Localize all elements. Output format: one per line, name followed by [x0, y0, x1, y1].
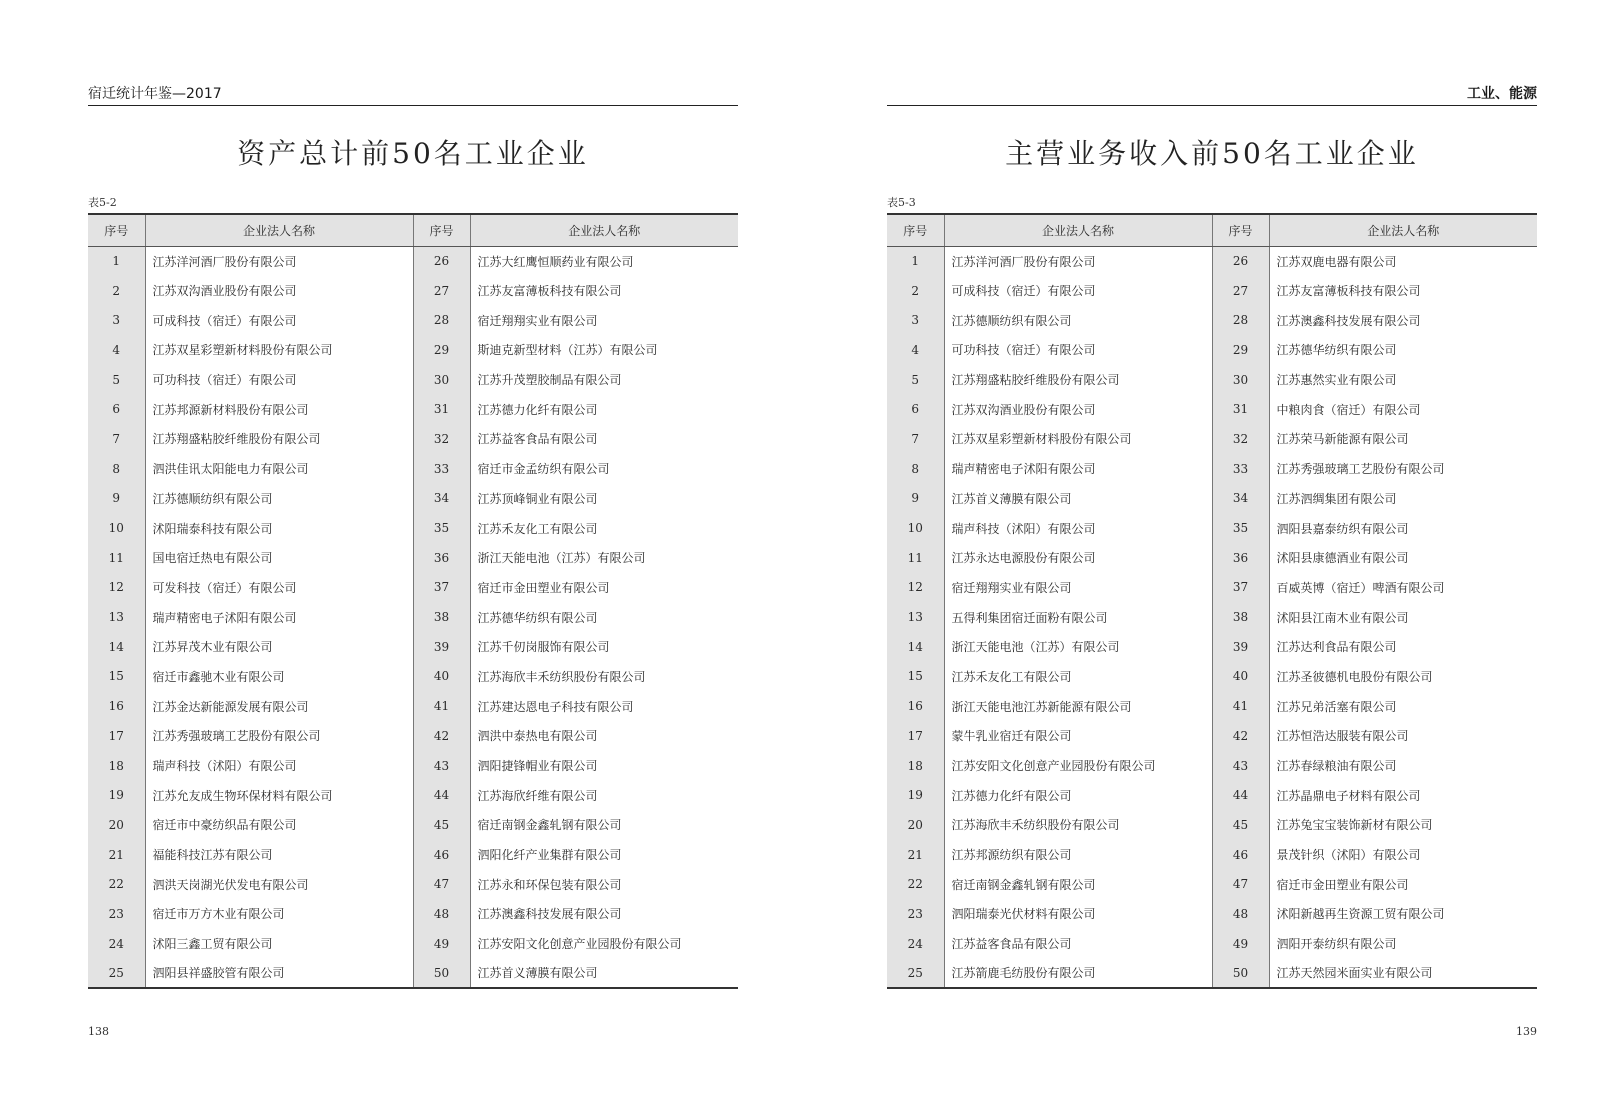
table-row	[88, 424, 738, 454]
rank-cell: 8	[887, 454, 944, 484]
company-name-cell: 宿迁南钢金鑫轧钢有限公司	[944, 869, 1212, 899]
company-name-cell: 江苏永达电源股份有限公司	[944, 543, 1212, 573]
rank-cell: 39	[1212, 632, 1269, 662]
rank-cell: 29	[1212, 335, 1269, 365]
rank-cell: 31	[413, 394, 470, 424]
rank-cell: 16	[88, 691, 145, 721]
rank-cell: 20	[887, 810, 944, 840]
rank-cell: 14	[887, 632, 944, 662]
rank-cell: 13	[88, 602, 145, 632]
company-name-cell: 江苏洋河酒厂股份有限公司	[145, 246, 413, 276]
rank-cell: 41	[1212, 691, 1269, 721]
company-name-cell: 沭阳县康德酒业有限公司	[1269, 543, 1537, 573]
rank-cell: 24	[88, 929, 145, 959]
table-row	[887, 335, 1537, 365]
company-name-cell: 江苏允友成生物环保材料有限公司	[145, 780, 413, 810]
rank-cell: 34	[1212, 484, 1269, 514]
rank-cell: 34	[413, 484, 470, 514]
table-row	[887, 780, 1537, 810]
company-name-cell: 江苏德华纺织有限公司	[470, 602, 738, 632]
rank-cell: 38	[1212, 602, 1269, 632]
company-name-cell: 江苏邦源新材料股份有限公司	[145, 394, 413, 424]
table-row	[887, 840, 1537, 870]
table-label: 表5-2	[88, 196, 117, 209]
company-name-cell: 福能科技江苏有限公司	[145, 840, 413, 870]
rank-cell: 3	[887, 305, 944, 335]
table-row	[88, 454, 738, 484]
table-row	[88, 780, 738, 810]
rank-cell: 6	[887, 394, 944, 424]
company-name-cell: 泗阳县嘉泰纺织有限公司	[1269, 513, 1537, 543]
table-row	[88, 751, 738, 781]
table-row	[88, 276, 738, 306]
rank-cell: 11	[88, 543, 145, 573]
rank-cell: 7	[887, 424, 944, 454]
company-name-cell: 江苏千仞岗服饰有限公司	[470, 632, 738, 662]
rank-cell: 3	[88, 305, 145, 335]
rank-cell: 44	[1212, 780, 1269, 810]
table-row	[887, 424, 1537, 454]
rank-cell: 40	[1212, 662, 1269, 692]
header-rule	[88, 105, 738, 106]
rank-cell: 17	[88, 721, 145, 751]
table-row	[88, 662, 738, 692]
rank-cell: 45	[1212, 810, 1269, 840]
company-name-cell: 江苏天然园米面实业有限公司	[1269, 959, 1537, 989]
company-name-cell: 江苏德华纺织有限公司	[1269, 335, 1537, 365]
rank-cell: 10	[887, 513, 944, 543]
table-row	[887, 632, 1537, 662]
rank-cell: 4	[887, 335, 944, 365]
page-number: 138	[88, 1025, 109, 1038]
company-name-cell: 泗洪佳讯太阳能电力有限公司	[145, 454, 413, 484]
table-row	[88, 810, 738, 840]
company-name-cell: 江苏双沟酒业股份有限公司	[145, 276, 413, 306]
rank-cell: 42	[1212, 721, 1269, 751]
company-name-cell: 蒙牛乳业宿迁有限公司	[944, 721, 1212, 751]
rank-cell: 21	[887, 840, 944, 870]
rank-cell: 37	[1212, 573, 1269, 603]
table-row	[88, 959, 738, 989]
company-name-cell: 江苏达利食品有限公司	[1269, 632, 1537, 662]
table-row	[887, 573, 1537, 603]
company-name-cell: 可功科技（宿迁）有限公司	[145, 365, 413, 395]
rank-cell: 21	[88, 840, 145, 870]
company-name-cell: 宿迁市金田塑业有限公司	[470, 573, 738, 603]
table-row	[887, 810, 1537, 840]
company-name-cell: 可成科技（宿迁）有限公司	[145, 305, 413, 335]
rank-cell: 22	[88, 869, 145, 899]
rank-cell: 1	[887, 246, 944, 276]
rank-cell: 39	[413, 632, 470, 662]
rank-cell: 43	[413, 751, 470, 781]
company-name-cell: 景茂针织（沭阳）有限公司	[1269, 840, 1537, 870]
rank-cell: 37	[413, 573, 470, 603]
company-name-cell: 江苏友富薄板科技有限公司	[470, 276, 738, 306]
company-name-cell: 国电宿迁热电有限公司	[145, 543, 413, 573]
company-name-cell: 宿迁翔翔实业有限公司	[470, 305, 738, 335]
table-row	[887, 691, 1537, 721]
company-name-cell: 江苏升茂塑胶制品有限公司	[470, 365, 738, 395]
company-name-cell: 沭阳瑞泰科技有限公司	[145, 513, 413, 543]
company-name-cell: 斯迪克新型材料（江苏）有限公司	[470, 335, 738, 365]
company-name-cell: 江苏澳鑫科技发展有限公司	[470, 899, 738, 929]
rank-cell: 2	[887, 276, 944, 306]
rank-cell: 32	[1212, 424, 1269, 454]
rank-cell: 15	[887, 662, 944, 692]
company-name-cell: 江苏海欣丰禾纺织股份有限公司	[944, 810, 1212, 840]
rank-cell: 41	[413, 691, 470, 721]
rank-cell: 30	[413, 365, 470, 395]
rank-cell: 35	[413, 513, 470, 543]
company-name-cell: 江苏春绿粮油有限公司	[1269, 751, 1537, 781]
rank-cell: 32	[413, 424, 470, 454]
company-name-cell: 江苏海欣纤维有限公司	[470, 780, 738, 810]
rank-cell: 38	[413, 602, 470, 632]
col-header-name: 企业法人名称	[944, 214, 1212, 246]
rank-cell: 35	[1212, 513, 1269, 543]
rank-cell: 19	[887, 780, 944, 810]
company-name-cell: 江苏双星彩塑新材料股份有限公司	[944, 424, 1212, 454]
rank-cell: 13	[887, 602, 944, 632]
company-name-cell: 江苏双沟酒业股份有限公司	[944, 394, 1212, 424]
rank-cell: 27	[1212, 276, 1269, 306]
rank-cell: 25	[88, 959, 145, 989]
table-row	[887, 602, 1537, 632]
table-header-row	[88, 214, 738, 246]
table-row	[887, 394, 1537, 424]
table-row	[88, 365, 738, 395]
company-name-cell: 泗阳县祥盛胶管有限公司	[145, 959, 413, 989]
rank-cell: 5	[887, 365, 944, 395]
rank-cell: 26	[413, 246, 470, 276]
col-header-name: 企业法人名称	[1269, 214, 1537, 246]
company-name-cell: 宿迁市鑫驰木业有限公司	[145, 662, 413, 692]
rank-cell: 47	[413, 869, 470, 899]
company-name-cell: 江苏建达恩电子科技有限公司	[470, 691, 738, 721]
rank-cell: 36	[1212, 543, 1269, 573]
rank-cell: 8	[88, 454, 145, 484]
rank-cell: 40	[413, 662, 470, 692]
table-body	[887, 246, 1537, 988]
page-title: 资产总计前50名工业企业	[237, 137, 589, 170]
table-row	[88, 335, 738, 365]
company-name-cell: 泗阳捷锋帽业有限公司	[470, 751, 738, 781]
company-name-cell: 中粮肉食（宿迁）有限公司	[1269, 394, 1537, 424]
rank-cell: 12	[887, 573, 944, 603]
table-body	[88, 246, 738, 988]
table-row	[887, 246, 1537, 276]
company-name-cell: 百威英博（宿迁）啤酒有限公司	[1269, 573, 1537, 603]
company-name-cell: 江苏双星彩塑新材料股份有限公司	[145, 335, 413, 365]
col-header-no: 序号	[1212, 214, 1269, 246]
company-name-cell: 江苏海欣丰禾纺织股份有限公司	[470, 662, 738, 692]
company-name-cell: 江苏晶鼎电子材料有限公司	[1269, 780, 1537, 810]
rank-cell: 19	[88, 780, 145, 810]
company-name-cell: 江苏翔盛粘胶纤维股份有限公司	[944, 365, 1212, 395]
company-name-cell: 沭阳三鑫工贸有限公司	[145, 929, 413, 959]
table-row	[88, 929, 738, 959]
table-row	[88, 899, 738, 929]
company-name-cell: 沭阳县江南木业有限公司	[1269, 602, 1537, 632]
table-row	[887, 899, 1537, 929]
company-name-cell: 江苏兄弟活塞有限公司	[1269, 691, 1537, 721]
rank-cell: 43	[1212, 751, 1269, 781]
rank-cell: 18	[887, 751, 944, 781]
rank-cell: 29	[413, 335, 470, 365]
company-name-cell: 浙江天能电池（江苏）有限公司	[944, 632, 1212, 662]
running-head: 宿迁统计年鉴—2017	[88, 86, 222, 102]
company-name-cell: 江苏安阳文化创意产业园股份有限公司	[470, 929, 738, 959]
rank-cell: 12	[88, 573, 145, 603]
right-page	[887, 0, 1537, 1099]
company-name-cell: 江苏惠然实业有限公司	[1269, 365, 1537, 395]
rank-cell: 30	[1212, 365, 1269, 395]
table-row	[88, 305, 738, 335]
company-name-cell: 江苏秀强玻璃工艺股份有限公司	[145, 721, 413, 751]
rank-cell: 33	[413, 454, 470, 484]
table-row	[887, 513, 1537, 543]
table-row	[887, 869, 1537, 899]
company-name-cell: 泗阳化纤产业集群有限公司	[470, 840, 738, 870]
table-row	[88, 513, 738, 543]
company-name-cell: 江苏洋河酒厂股份有限公司	[944, 246, 1212, 276]
rank-cell: 11	[887, 543, 944, 573]
table-label: 表5-3	[887, 196, 916, 209]
rank-cell: 45	[413, 810, 470, 840]
table-row	[887, 276, 1537, 306]
rank-cell: 50	[413, 959, 470, 989]
left-page	[88, 0, 738, 1099]
table-row	[887, 305, 1537, 335]
table-row	[88, 632, 738, 662]
company-name-cell: 江苏昇茂木业有限公司	[145, 632, 413, 662]
rank-cell: 10	[88, 513, 145, 543]
rank-cell: 48	[413, 899, 470, 929]
company-name-cell: 江苏禾友化工有限公司	[944, 662, 1212, 692]
header-rule	[887, 105, 1537, 106]
company-name-cell: 宿迁翔翔实业有限公司	[944, 573, 1212, 603]
company-name-cell: 泗阳开泰纺织有限公司	[1269, 929, 1537, 959]
company-name-cell: 江苏安阳文化创意产业园股份有限公司	[944, 751, 1212, 781]
rank-cell: 16	[887, 691, 944, 721]
rank-cell: 36	[413, 543, 470, 573]
company-name-cell: 江苏德力化纤有限公司	[470, 394, 738, 424]
rank-cell: 9	[887, 484, 944, 514]
ranking-table	[887, 213, 1537, 989]
company-name-cell: 宿迁市金田塑业有限公司	[1269, 869, 1537, 899]
table-row	[887, 365, 1537, 395]
company-name-cell: 江苏澳鑫科技发展有限公司	[1269, 305, 1537, 335]
running-head: 工业、能源	[1467, 86, 1537, 102]
company-name-cell: 可成科技（宿迁）有限公司	[944, 276, 1212, 306]
table-row	[88, 721, 738, 751]
company-name-cell: 江苏箭鹿毛纺股份有限公司	[944, 959, 1212, 989]
rank-cell: 7	[88, 424, 145, 454]
company-name-cell: 宿迁市中豪纺织品有限公司	[145, 810, 413, 840]
company-name-cell: 瑞声精密电子沭阳有限公司	[145, 602, 413, 632]
company-name-cell: 宿迁市金孟纺织有限公司	[470, 454, 738, 484]
table-header-row	[887, 214, 1537, 246]
table-row	[88, 484, 738, 514]
rank-cell: 47	[1212, 869, 1269, 899]
rank-cell: 18	[88, 751, 145, 781]
rank-cell: 31	[1212, 394, 1269, 424]
rank-cell: 22	[887, 869, 944, 899]
rank-cell: 50	[1212, 959, 1269, 989]
table-row	[88, 543, 738, 573]
table-row	[88, 394, 738, 424]
company-name-cell: 江苏恒浩达服装有限公司	[1269, 721, 1537, 751]
company-name-cell: 江苏顶峰铜业有限公司	[470, 484, 738, 514]
company-name-cell: 江苏友富薄板科技有限公司	[1269, 276, 1537, 306]
rank-cell: 15	[88, 662, 145, 692]
table-row	[887, 454, 1537, 484]
company-name-cell: 浙江天能电池（江苏）有限公司	[470, 543, 738, 573]
rank-cell: 25	[887, 959, 944, 989]
table-row	[887, 484, 1537, 514]
table-row	[88, 573, 738, 603]
company-name-cell: 泗阳瑞泰光伏材料有限公司	[944, 899, 1212, 929]
rank-cell: 17	[887, 721, 944, 751]
company-name-cell: 五得利集团宿迁面粉有限公司	[944, 602, 1212, 632]
rank-cell: 33	[1212, 454, 1269, 484]
company-name-cell: 江苏德力化纤有限公司	[944, 780, 1212, 810]
company-name-cell: 江苏双鹿电器有限公司	[1269, 246, 1537, 276]
col-header-no: 序号	[413, 214, 470, 246]
rank-cell: 23	[88, 899, 145, 929]
table-row	[887, 929, 1537, 959]
company-name-cell: 可发科技（宿迁）有限公司	[145, 573, 413, 603]
page-title: 主营业务收入前50名工业企业	[1005, 137, 1419, 170]
rank-cell: 42	[413, 721, 470, 751]
table-row	[88, 869, 738, 899]
company-name-cell: 江苏首义薄膜有限公司	[944, 484, 1212, 514]
col-header-no: 序号	[88, 214, 145, 246]
company-name-cell: 江苏兔宝宝装饰新材有限公司	[1269, 810, 1537, 840]
rank-cell: 48	[1212, 899, 1269, 929]
rank-cell: 9	[88, 484, 145, 514]
company-name-cell: 江苏益客食品有限公司	[470, 424, 738, 454]
table-row	[88, 246, 738, 276]
table-row	[88, 602, 738, 632]
rank-cell: 28	[413, 305, 470, 335]
company-name-cell: 江苏首义薄膜有限公司	[470, 959, 738, 989]
company-name-cell: 江苏德顺纺织有限公司	[145, 484, 413, 514]
company-name-cell: 江苏益客食品有限公司	[944, 929, 1212, 959]
rank-cell: 27	[413, 276, 470, 306]
rank-cell: 4	[88, 335, 145, 365]
table-row	[887, 959, 1537, 989]
col-header-no: 序号	[887, 214, 944, 246]
rank-cell: 26	[1212, 246, 1269, 276]
table-row	[887, 543, 1537, 573]
company-name-cell: 江苏大红鹰恒顺药业有限公司	[470, 246, 738, 276]
company-name-cell: 宿迁市万方木业有限公司	[145, 899, 413, 929]
rank-cell: 20	[88, 810, 145, 840]
rank-cell: 28	[1212, 305, 1269, 335]
company-name-cell: 宿迁南钢金鑫轧钢有限公司	[470, 810, 738, 840]
rank-cell: 46	[413, 840, 470, 870]
company-name-cell: 泗洪天岗湖光伏发电有限公司	[145, 869, 413, 899]
rank-cell: 14	[88, 632, 145, 662]
rank-cell: 24	[887, 929, 944, 959]
table-row	[88, 691, 738, 721]
ranking-table	[88, 213, 738, 989]
company-name-cell: 江苏邦源纺织有限公司	[944, 840, 1212, 870]
company-name-cell: 沭阳新越再生资源工贸有限公司	[1269, 899, 1537, 929]
table-row	[88, 840, 738, 870]
company-name-cell: 江苏荣马新能源有限公司	[1269, 424, 1537, 454]
col-header-name: 企业法人名称	[145, 214, 413, 246]
company-name-cell: 江苏秀强玻璃工艺股份有限公司	[1269, 454, 1537, 484]
company-name-cell: 可功科技（宿迁）有限公司	[944, 335, 1212, 365]
table-row	[887, 721, 1537, 751]
company-name-cell: 江苏圣彼德机电股份有限公司	[1269, 662, 1537, 692]
page-number: 139	[1516, 1025, 1537, 1038]
rank-cell: 5	[88, 365, 145, 395]
rank-cell: 23	[887, 899, 944, 929]
table-row	[887, 662, 1537, 692]
rank-cell: 49	[413, 929, 470, 959]
company-name-cell: 江苏泗绸集团有限公司	[1269, 484, 1537, 514]
rank-cell: 2	[88, 276, 145, 306]
company-name-cell: 瑞声科技（沭阳）有限公司	[944, 513, 1212, 543]
rank-cell: 49	[1212, 929, 1269, 959]
company-name-cell: 瑞声科技（沭阳）有限公司	[145, 751, 413, 781]
company-name-cell: 江苏永和环保包装有限公司	[470, 869, 738, 899]
company-name-cell: 江苏德顺纺织有限公司	[944, 305, 1212, 335]
company-name-cell: 江苏翔盛粘胶纤维股份有限公司	[145, 424, 413, 454]
company-name-cell: 瑞声精密电子沭阳有限公司	[944, 454, 1212, 484]
rank-cell: 46	[1212, 840, 1269, 870]
rank-cell: 1	[88, 246, 145, 276]
rank-cell: 6	[88, 394, 145, 424]
company-name-cell: 江苏禾友化工有限公司	[470, 513, 738, 543]
company-name-cell: 泗洪中泰热电有限公司	[470, 721, 738, 751]
table-row	[887, 751, 1537, 781]
company-name-cell: 浙江天能电池江苏新能源有限公司	[944, 691, 1212, 721]
company-name-cell: 江苏金达新能源发展有限公司	[145, 691, 413, 721]
rank-cell: 44	[413, 780, 470, 810]
col-header-name: 企业法人名称	[470, 214, 738, 246]
